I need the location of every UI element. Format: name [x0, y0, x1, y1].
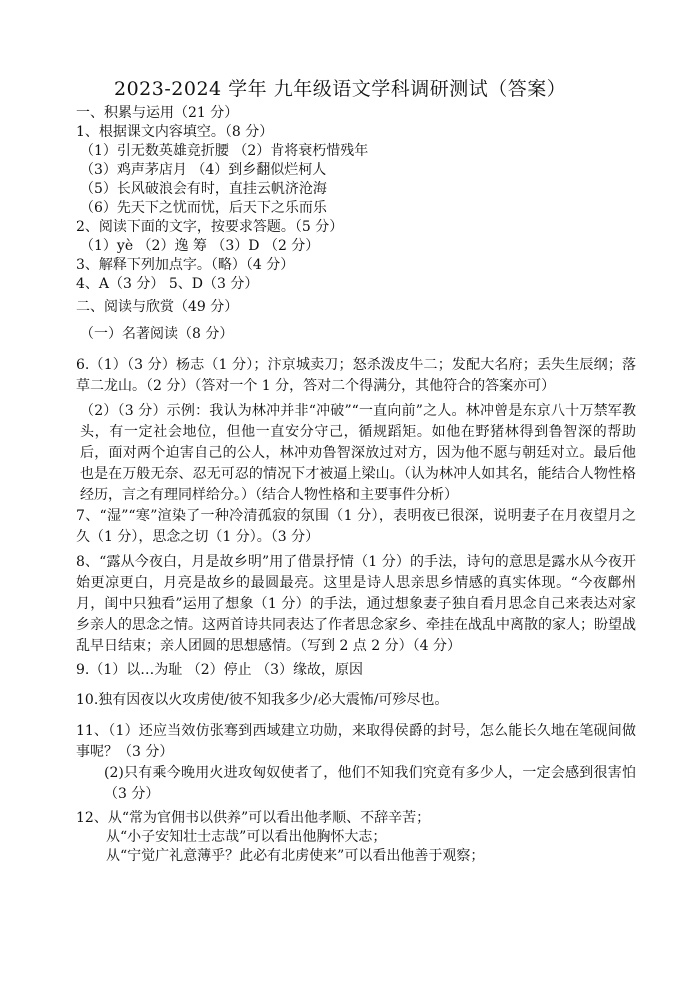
section-heading-1: 一、积累与运用（21 分） — [76, 105, 239, 121]
answer-12-line-1: 12、从“常为官佣书以供养”可以看出他孝顺、不辞辛苦； — [76, 810, 431, 826]
answer-6-1: 6.（1）（3 分）杨志（1 分）；汴京城卖刀；怒杀泼皮牛二；发配大名府；丢失生辰纲；落草二龙山。（2 分）（答对一个 1 分，答对二个得满分，其他符合的答案亦可） — [76, 357, 636, 394]
answer-9: 9.（1）以…为耻 （2）停止 （3）缘故，原因 — [76, 662, 363, 678]
answer-7: 7、“湿”“寒”渲染了一种冷清孤寂的氛围（1 分），表明夜已很深，说明妻子在月夜望月之久（1 分），思念之切（1 分）。（3 分） — [76, 508, 636, 545]
answer-10: 10.独有因夜以火攻虏使/彼不知我多少/必大震怖/可殄尽也。 — [76, 692, 449, 708]
question-3: 3、解释下列加点字。（略）（4 分） — [76, 257, 295, 273]
answer-1-line-3: （5）长风破浪会有时，直挂云帆济沧海 — [80, 181, 327, 197]
answer-8: 8、“露从今夜白，月是故乡明”用了借景抒情（1 分）的手法，诗句的意思是露水从今夜开始更凉更白，月亮是故乡的最圆最亮。这里是诗人思亲思乡情感的真实体现。“今夜鄜州月，闺中只独看”运用了想象（1 分）的手法，通过想象妻子独自看月思念自己来表达对家乡亲人的思念之情。这两首诗共同表达了作者思念家乡、牵挂在战乱中离散的家人；盼望战乱早日结束；亲人团圆的思想感情。（写到 2 点 2 分）（4 分） — [76, 554, 636, 654]
answer-12-line-3: 从“宁觉广礼意薄乎？此必有北虏使来”可以看出他善于观察； — [106, 848, 485, 864]
question-2: 2、阅读下面的文字，按要求答题。（5 分） — [76, 219, 344, 235]
answer-6-2: （2）（3 分）示例：我认为林冲并非“冲破”“一直向前”之人。林冲曾是东京八十万禁军教头，有一定社会地位，但他一直安分守己，循规蹈矩。如他在野猪林得到鲁智深的帮助后，面对两个迫害自己的公人，林冲劝鲁智深放过对方，因为他不愿与朝廷对立。最后他也是在万般无奈、忍无可忍的情况下才被逼上梁山。（认为林冲人如其名，能结合人物性格经历，言之有理同样给分。）（结合人物性格和主要事件分析） — [80, 403, 636, 503]
answer-sheet — [76, 74, 636, 866]
page-title: 2023-2024 学年 九年级语文学科调研测试（答案） — [114, 78, 567, 100]
answer-1-line-4: （6）先天下之忧而忧，后天下之乐而乐 — [80, 200, 327, 216]
answer-11-2: (2)只有乘今晚用火进攻匈奴使者了，他们不知我们究竟有多少人，一定会感到很害怕（3 分） — [104, 765, 636, 802]
section-heading-2: 二、阅读与欣赏（49 分） — [76, 299, 239, 315]
answer-1-line-1: （1）引无数英雄竞折腰 （2）肯将衰朽惜残年 — [80, 143, 369, 159]
answer-2: （1）yè （2）逸 筹 （3）D （2 分） — [80, 238, 320, 254]
answer-1-line-2: （3）鸡声茅店月 （4）到乡翻似烂柯人 — [80, 162, 327, 178]
question-1: 1、根据课文内容填空。（8 分） — [76, 124, 274, 140]
answer-4-5: 4、A（3 分） 5、D（3 分） — [76, 276, 259, 292]
answer-12-line-2: 从“小子安知壮士志哉”可以看出他胸怀大志； — [106, 829, 387, 845]
answer-11-1: 11、（1）还应当效仿张骞到西域建立功勋，来取得侯爵的封号，怎么能长久地在笔砚间做事呢？（3 分） — [76, 723, 636, 760]
subsection-heading-1: （一）名著阅读（8 分） — [80, 326, 234, 342]
